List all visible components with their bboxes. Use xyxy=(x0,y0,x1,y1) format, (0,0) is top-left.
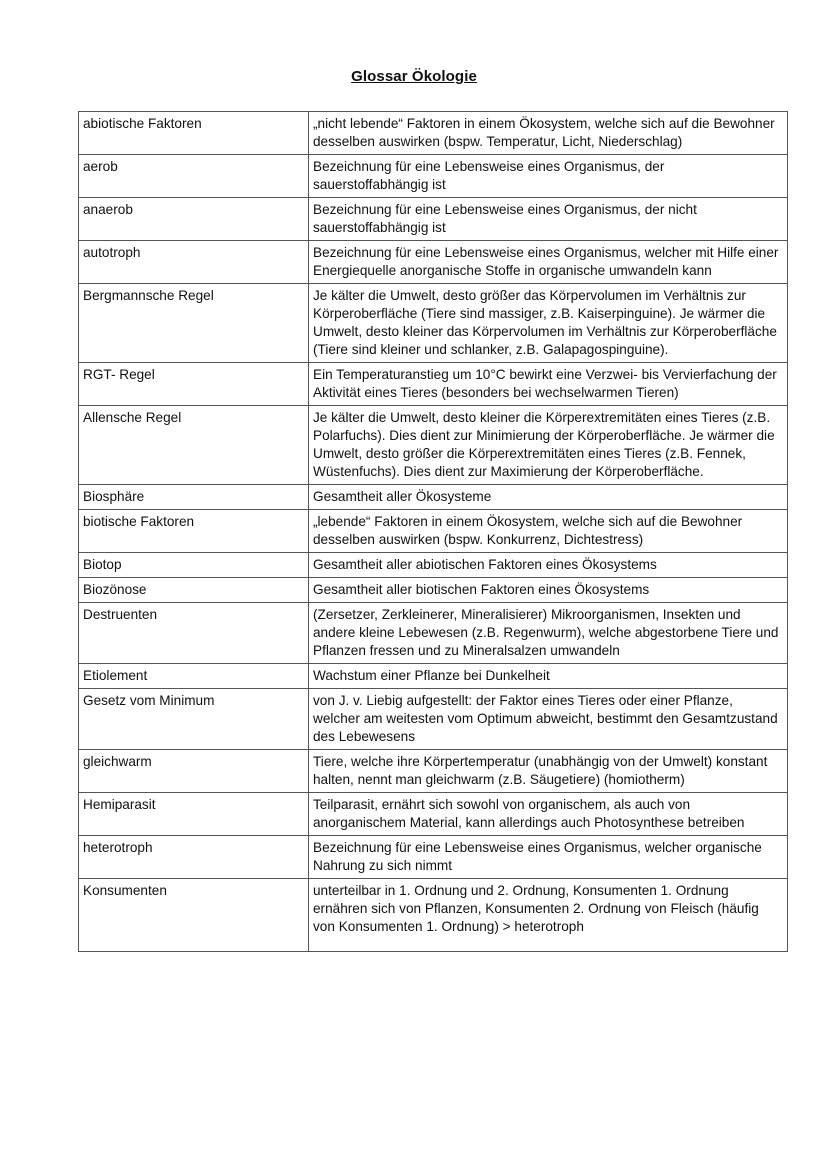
table-row xyxy=(79,603,788,664)
table-row xyxy=(79,750,788,793)
glossary-definition: unterteilbar in 1. Ordnung und 2. Ordnung, Konsumenten 1. Ordnung ernähren sich von Pflanzen, Konsumenten 2. Ordnung von Fleisch (häufig von Konsumenten 1. Ordnung) > heterotroph xyxy=(309,879,788,952)
table-row xyxy=(79,836,788,879)
glossary-term: Bergmannsche Regel xyxy=(79,284,309,363)
glossary-term: Allensche Regel xyxy=(79,406,309,485)
table-row xyxy=(79,793,788,836)
glossary-term: abiotische Faktoren xyxy=(79,112,309,155)
table-row xyxy=(79,198,788,241)
glossary-definition: von J. v. Liebig aufgestellt: der Faktor eines Tieres oder einer Pflanze, welcher am weitesten vom Optimum abweicht, bestimmt den Gesamtzustand des Lebewesens xyxy=(309,689,788,750)
table-row xyxy=(79,155,788,198)
table-row xyxy=(79,112,788,155)
table-row xyxy=(79,363,788,406)
table-row xyxy=(79,510,788,553)
glossary-term: Konsumenten xyxy=(79,879,309,952)
glossary-definition: „nicht lebende“ Faktoren in einem Ökosystem, welche sich auf die Bewohner desselben auswirken (bspw. Temperatur, Licht, Niederschlag) xyxy=(309,112,788,155)
glossary-definition: Teilparasit, ernährt sich sowohl von organischem, als auch von anorganischem Material, kann allerdings auch Photosynthese betreiben xyxy=(309,793,788,836)
table-row xyxy=(79,578,788,603)
glossary-term: Biozönose xyxy=(79,578,309,603)
glossary-term: anaerob xyxy=(79,198,309,241)
table-row xyxy=(79,879,788,952)
glossary-definition: Bezeichnung für eine Lebensweise eines Organismus, der sauerstoffabhängig ist xyxy=(309,155,788,198)
glossary-definition: Bezeichnung für eine Lebensweise eines Organismus, der nicht sauerstoffabhängig ist xyxy=(309,198,788,241)
glossary-definition: Gesamtheit aller abiotischen Faktoren eines Ökosystems xyxy=(309,553,788,578)
table-row xyxy=(79,485,788,510)
glossary-definition: „lebende“ Faktoren in einem Ökosystem, welche sich auf die Bewohner desselben auswirken (bspw. Konkurrenz, Dichtestress) xyxy=(309,510,788,553)
glossary-term: heterotroph xyxy=(79,836,309,879)
glossary-term: Biosphäre xyxy=(79,485,309,510)
glossary-term: Destruenten xyxy=(79,603,309,664)
glossary-term: Gesetz vom Minimum xyxy=(79,689,309,750)
glossary-term: biotische Faktoren xyxy=(79,510,309,553)
glossary-term: RGT- Regel xyxy=(79,363,309,406)
table-row xyxy=(79,241,788,284)
glossary-table xyxy=(78,111,788,952)
glossary-table-body xyxy=(79,112,788,952)
glossary-definition: (Zersetzer, Zerkleinerer, Mineralisierer) Mikroorganismen, Insekten und andere kleine Lebewesen (z.B. Regenwurm), welche abgestorbene Tiere und Pflanzen fressen und zu Mineralsalzen umwandeln xyxy=(309,603,788,664)
page-title: Glossar Ökologie xyxy=(351,68,477,85)
glossary-term: Hemiparasit xyxy=(79,793,309,836)
glossary-term: Etiolement xyxy=(79,664,309,689)
glossary-term: gleichwarm xyxy=(79,750,309,793)
glossary-definition: Gesamtheit aller Ökosysteme xyxy=(309,485,788,510)
glossary-definition: Je kälter die Umwelt, desto kleiner die Körperextremitäten eines Tieres (z.B. Polarfuchs). Dies dient zur Minimierung der Körperoberfläche. Je wärmer die Umwelt, desto größer die Körperextremitäten eines Tieres (z.B. Fennek, Wüstenfuchs). Dies dient zur Maximierung der Körperoberfläche. xyxy=(309,406,788,485)
glossary-definition: Tiere, welche ihre Körpertemperatur (unabhängig von der Umwelt) konstant halten, nennt man gleichwarm (z.B. Säugetiere) (homiotherm) xyxy=(309,750,788,793)
table-row xyxy=(79,284,788,363)
glossary-definition: Je kälter die Umwelt, desto größer das Körpervolumen im Verhältnis zur Körperoberfläche (Tiere sind massiger, z.B. Kaiserpinguine). Je wärmer die Umwelt, desto kleiner das Körpervolumen im Verhältnis zur Körperoberfläche (Tiere sind kleiner und schlanker, z.B. Galapagospinguine). xyxy=(309,284,788,363)
glossary-definition: Wachstum einer Pflanze bei Dunkelheit xyxy=(309,664,788,689)
table-row xyxy=(79,406,788,485)
table-row xyxy=(79,664,788,689)
glossary-definition: Bezeichnung für eine Lebensweise eines Organismus, welcher mit Hilfe einer Energiequelle anorganische Stoffe in organische umwandeln kann xyxy=(309,241,788,284)
glossary-definition: Bezeichnung für eine Lebensweise eines Organismus, welcher organische Nahrung zu sich nimmt xyxy=(309,836,788,879)
table-row xyxy=(79,553,788,578)
glossary-definition: Gesamtheit aller biotischen Faktoren eines Ökosystems xyxy=(309,578,788,603)
glossary-term: aerob xyxy=(79,155,309,198)
glossary-term: Biotop xyxy=(79,553,309,578)
table-row xyxy=(79,689,788,750)
glossary-definition: Ein Temperaturanstieg um 10°C bewirkt eine Verzwei- bis Vervierfachung der Aktivität eines Tieres (besonders bei wechselwarmen Tieren) xyxy=(309,363,788,406)
glossary-term: autotroph xyxy=(79,241,309,284)
